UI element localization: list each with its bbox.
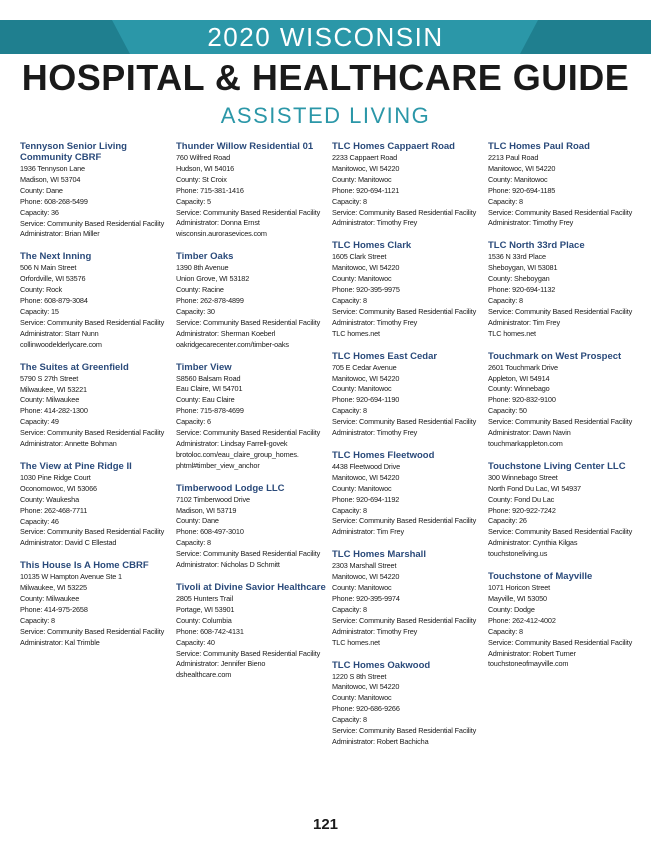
facility-detail-line: Phone: 920-694-1185	[488, 185, 556, 195]
facility-detail-line: Capacity: 46	[20, 516, 59, 526]
facility-detail-line: TLC homes.net	[488, 328, 536, 338]
facility-detail-line: Capacity: 8	[332, 295, 367, 305]
facility-detail-line: Administrator: Timothy Frey	[332, 626, 418, 636]
listing-entry	[176, 251, 328, 350]
facility-detail-line: Phone: 608-879-3084	[20, 296, 88, 306]
listing-entry	[332, 240, 484, 339]
facility-detail-line: Service: Community Based Residential Facility	[176, 207, 321, 217]
listing-entry	[488, 571, 640, 670]
facility-name: Touchstone Living Center LLC	[488, 460, 626, 472]
facility-detail-line: Administrator: Dawn Navin	[488, 428, 571, 438]
listing-entry	[488, 351, 640, 450]
facility-detail-line: 1536 N 33rd Place	[488, 252, 546, 262]
facility-detail-line: County: Manitowoc	[332, 483, 392, 493]
facility-detail-line: County: Dane	[176, 516, 219, 526]
facility-detail-line: Phone: 920-395-9975	[332, 285, 400, 295]
facility-detail-line: 2213 Paul Road	[488, 153, 539, 162]
facility-detail-line: County: Dodge	[488, 604, 535, 614]
facility-name: Timberwood Lodge LLC	[176, 482, 285, 494]
facility-detail-line: Manitowoc, WI 54220	[332, 163, 400, 173]
listing-entry	[488, 240, 640, 339]
facility-detail-line: Service: Community Based Residential Facility	[176, 428, 321, 438]
facility-detail-line: Capacity: 40	[176, 637, 215, 647]
facility-detail-line: Phone: 608-497-3010	[176, 527, 244, 537]
facility-detail-line: Union Grove, WI 53182	[176, 274, 250, 284]
facility-detail-line: Capacity: 8	[332, 604, 367, 614]
facility-detail-line: touchstoneliving.us	[488, 549, 548, 559]
facility-name: This House Is A Home CBRF	[20, 560, 149, 572]
listing-entry	[20, 560, 172, 648]
facility-detail-line: Capacity: 8	[176, 538, 211, 548]
facility-detail-line: Service: Community Based Residential Facility	[176, 648, 321, 658]
facility-detail-line: 1030 Pine Ridge Court	[20, 472, 91, 482]
facility-detail-line: Service: Community Based Residential Facility	[332, 306, 477, 316]
facility-detail-line: 705 E Cedar Avenue	[332, 362, 397, 372]
facility-detail-line: 1220 S 8th Street	[332, 671, 387, 681]
facility-detail-line: County: St Croix	[176, 174, 227, 184]
facility-detail-line: Capacity: 36	[20, 207, 59, 217]
facility-detail-line: Administrator: Kal Trimble	[20, 637, 100, 647]
facility-detail-line: collinwoodelderlycare.com	[20, 339, 102, 349]
facility-detail-line: Eau Claire, WI 54701	[176, 384, 243, 394]
facility-detail-line: dshealthcare.com	[176, 670, 232, 680]
facility-detail-line: Phone: 608-268-5499	[20, 196, 88, 206]
facility-detail-line: 1936 Tennyson Lane	[20, 164, 85, 173]
facility-detail-line: Phone: 715-381-1416	[176, 185, 244, 195]
facility-name: TLC Homes East Cedar	[332, 350, 438, 362]
facility-detail-line: phtml#timber_view_anchor	[176, 460, 260, 470]
facility-detail-line: Phone: 920-694-1132	[488, 285, 556, 295]
facility-detail-line: Phone: 262-412-4002	[488, 615, 556, 625]
facility-detail-line: Service: Community Based Residential Facility	[332, 207, 477, 217]
facility-detail-line: touchstoneofmayville.com	[488, 659, 569, 669]
facility-detail-line: Capacity: 6	[176, 417, 211, 427]
facility-detail-line: County: Dane	[20, 185, 63, 195]
facility-detail-line: oakridgecarecenter.com/timber-oaks	[176, 339, 289, 349]
facility-detail-line: Administrator: David C Ellestad	[20, 538, 117, 548]
facility-detail-line: Administrator: Brian Miller	[20, 229, 100, 239]
column-4	[488, 141, 640, 681]
facility-detail-line: 4438 Fleetwood Drive	[332, 461, 400, 471]
facility-detail-line: Administrator: Timothy Frey	[488, 218, 574, 228]
facility-detail-line: Administrator: Annette Bohman	[20, 439, 117, 449]
facility-detail-line: S8560 Balsam Road	[176, 373, 241, 383]
facility-detail-line: brotoloc.com/eau_claire_group_homes.	[176, 449, 299, 459]
facility-detail-line: Phone: 920-395-9974	[332, 594, 400, 603]
facility-detail-line: Capacity: 8	[488, 295, 523, 305]
facility-detail-line: 506 N Main Street	[20, 263, 77, 273]
facility-name: Timber Oaks	[176, 251, 234, 263]
facility-detail-line: Service: Community Based Residential Facility	[488, 207, 633, 217]
facility-name: TLC North 33rd Place	[488, 240, 585, 252]
facility-detail-line: County: Eau Claire	[176, 395, 235, 405]
listing-entry	[20, 461, 172, 549]
facility-name: TLC Homes Cappaert Road	[332, 141, 455, 152]
facility-detail-line: Administrator: Timothy Frey	[332, 428, 418, 438]
facility-detail-line: Capacity: 8	[488, 196, 523, 206]
facility-detail-line: Service: Community Based Residential Facility	[20, 527, 165, 537]
facility-name: Thunder Willow Residential 01	[176, 141, 314, 152]
facility-detail-line: Capacity: 50	[488, 406, 527, 416]
facility-detail-line: 2601 Touchmark Drive	[488, 362, 558, 372]
facility-detail-line: 2233 Cappaert Road	[332, 153, 398, 162]
facility-detail-line: County: Rock	[20, 285, 62, 295]
page-title: HOSPITAL & HEALTHCARE GUIDE	[21, 57, 630, 98]
facility-detail-line: Capacity: 8	[332, 196, 367, 206]
facility-name: Tivoli at Divine Savior Healthcare	[176, 582, 326, 593]
facility-name: The Next Inning	[20, 251, 92, 263]
facility-detail-line: TLC homes.net	[332, 637, 380, 647]
facility-detail-line: County: Winnebago	[488, 384, 550, 394]
facility-detail-line: County: Sheboygan	[488, 274, 550, 284]
facility-detail-line: 1605 Clark Street	[332, 252, 387, 262]
facility-detail-line: Hudson, WI 54016	[176, 163, 235, 173]
facility-detail-line: touchmarkappleton.com	[488, 438, 563, 448]
facility-detail-line: Administrator: Robert Bachicha	[332, 736, 429, 746]
facility-detail-line: Phone: 608-742-4131	[176, 626, 244, 636]
facility-detail-line: Manitowoc, WI 54220	[332, 373, 400, 383]
facility-detail-line: Orfordville, WI 53576	[20, 274, 86, 284]
listing-entry	[332, 549, 484, 648]
facility-detail-line: Phone: 262-878-4899	[176, 295, 244, 305]
facility-detail-line: Service: Community Based Residential Facility	[332, 726, 477, 736]
facility-detail-line: County: Manitowoc	[332, 174, 392, 184]
facility-name: TLC Homes Clark	[332, 240, 412, 252]
facility-detail-line: 2303 Marshall Street	[332, 561, 397, 571]
banner-title: 2020 WISCONSIN	[207, 22, 444, 52]
listing-entry	[176, 582, 328, 681]
facility-detail-line: Madison, WI 53719	[176, 505, 237, 515]
facility-detail-line: County: Milwaukee	[20, 395, 80, 405]
listing-entry	[332, 351, 484, 439]
facility-detail-line: Capacity: 26	[488, 516, 527, 526]
facility-detail-line: Phone: 920-832-9100	[488, 395, 556, 405]
facility-detail-line: 2805 Hunters Trail	[176, 594, 233, 603]
facility-detail-line: Administrator: Starr Nunn	[20, 328, 99, 338]
facility-detail-line: Portage, WI 53901	[176, 604, 235, 614]
facility-name: The Suites at Greenfield	[20, 361, 129, 373]
facility-detail-line: 7102 Timberwood Drive	[176, 494, 250, 504]
facility-name: Timber View	[176, 361, 232, 373]
facility-name: TLC Homes Marshall	[332, 549, 426, 561]
listing-entry	[332, 450, 484, 538]
facility-detail-line: County: Manitowoc	[332, 384, 392, 394]
facility-detail-line: Madison, WI 53704	[20, 174, 81, 184]
facility-detail-line: 300 Winnebago Street	[488, 472, 558, 482]
facility-detail-line: 760 Wilfred Road	[176, 153, 230, 162]
facility-detail-line: Capacity: 8	[332, 715, 367, 725]
facility-detail-line: Service: Community Based Residential Facility	[176, 549, 321, 559]
facility-detail-line: Oconomowoc, WI 53066	[20, 483, 97, 493]
facility-name: Touchstone of Mayville	[488, 571, 593, 583]
facility-detail-line: Service: Community Based Residential Facility	[488, 417, 633, 427]
listing-entry	[176, 141, 328, 240]
facility-detail-line: County: Waukesha	[20, 494, 79, 504]
facility-detail-line: Phone: 262-468-7711	[20, 505, 88, 515]
facility-detail-line: wisconsin.aurorasevices.com	[176, 229, 267, 239]
page-number: 121	[312, 816, 339, 833]
facility-name: The View at Pine Ridge II	[20, 460, 132, 472]
facility-detail-line: Phone: 715-878-4699	[176, 406, 244, 416]
facility-detail-line: Manitowoc, WI 54220	[332, 263, 400, 273]
facility-detail-line: Service: Community Based Residential Facility	[488, 637, 633, 647]
listing-entry	[488, 141, 640, 229]
facility-detail-line: County: Columbia	[176, 615, 232, 625]
facility-detail-line: 5790 S 27th Street	[20, 373, 79, 383]
facility-detail-line: County: Milwaukee	[20, 594, 80, 604]
facility-detail-line: Milwaukee, WI 53225	[20, 583, 87, 593]
facility-name: TLC Homes Fleetwood	[332, 449, 435, 461]
section-title: ASSISTED LIVING	[220, 103, 431, 128]
facility-detail-line: County: Manitowoc	[332, 583, 392, 593]
facility-detail-line: Manitowoc, WI 54220	[332, 572, 400, 582]
facility-detail-line: Manitowoc, WI 54220	[488, 163, 556, 173]
facility-detail-line: County: Manitowoc	[332, 693, 392, 703]
facility-detail-line: North Fond Du Lac, WI 54937	[488, 483, 581, 493]
facility-name: TLC Homes Paul Road	[488, 141, 590, 152]
facility-detail-line: Capacity: 8	[488, 626, 523, 636]
column-3	[332, 141, 484, 759]
facility-detail-line: Capacity: 8	[332, 505, 367, 515]
facility-detail-line: Capacity: 15	[20, 306, 59, 316]
facility-detail-line: Service: Community Based Residential Facility	[332, 417, 477, 427]
column-2	[176, 141, 328, 692]
facility-name: Touchmark on West Prospect	[488, 350, 622, 362]
facility-detail-line: Phone: 414-282-1300	[20, 406, 88, 416]
facility-detail-line: Administrator: Timothy Frey	[332, 218, 418, 228]
facility-detail-line: Manitowoc, WI 54220	[332, 682, 400, 692]
facility-name: Tennyson Senior Living Community CBRF	[20, 141, 127, 163]
facility-detail-line: 10135 W Hampton Avenue Ste 1	[20, 572, 122, 582]
facility-detail-line: Administrator: Sherman Koeberl	[176, 328, 276, 338]
facility-detail-line: Administrator: Tim Frey	[332, 527, 404, 537]
facility-detail-line: Capacity: 49	[20, 417, 59, 427]
facility-detail-line: Appleton, WI 54914	[488, 373, 550, 383]
facility-detail-line: Phone: 920-686-9266	[332, 704, 400, 714]
column-1	[20, 141, 172, 660]
facility-detail-line: County: Fond Du Lac	[488, 494, 555, 504]
facility-detail-line: County: Racine	[176, 285, 224, 295]
listing-entry	[20, 141, 172, 240]
facility-detail-line: Capacity: 30	[176, 306, 215, 316]
facility-detail-line: Capacity: 8	[20, 615, 55, 625]
listing-entry	[20, 362, 172, 450]
facility-detail-line: 1071 Horicon Street	[488, 583, 551, 593]
facility-detail-line: Service: Community Based Residential Facility	[332, 615, 477, 625]
facility-detail-line: County: Manitowoc	[488, 174, 548, 184]
facility-detail-line: Service: Community Based Residential Facility	[488, 306, 633, 316]
facility-detail-line: County: Manitowoc	[332, 274, 392, 284]
facility-detail-line: Service: Community Based Residential Facility	[332, 516, 477, 526]
facility-detail-line: Capacity: 8	[332, 406, 367, 416]
facility-detail-line: Phone: 920-694-1192	[332, 494, 400, 504]
facility-detail-line: Sheboygan, WI 53081	[488, 263, 558, 273]
header-banner	[0, 20, 651, 54]
listing-entry	[488, 461, 640, 560]
facility-detail-line: Manitowoc, WI 54220	[332, 472, 400, 482]
facility-detail-line: Administrator: Timothy Frey	[332, 317, 418, 327]
listing-entry	[176, 483, 328, 571]
facility-detail-line: Service: Community Based Residential Facility	[20, 626, 165, 636]
facility-detail-line: 1390 8th Avenue	[176, 263, 229, 273]
facility-detail-line: Service: Community Based Residential Facility	[176, 317, 321, 327]
listing-entry	[20, 251, 172, 350]
facility-detail-line: Phone: 414-975-2658	[20, 605, 88, 614]
listing-entry	[332, 660, 484, 748]
facility-detail-line: Administrator: Cynthia Kilgas	[488, 538, 578, 548]
facility-detail-line: Administrator: Jennifer Bieno	[176, 659, 266, 669]
facility-detail-line: Administrator: Tim Frey	[488, 317, 560, 327]
facility-detail-line: Service: Community Based Residential Facility	[488, 527, 633, 537]
listing-entry	[176, 362, 328, 472]
facility-detail-line: Service: Community Based Residential Facility	[20, 317, 165, 327]
facility-detail-line: Administrator: Nicholas D Schmitt	[176, 560, 280, 570]
facility-detail-line: Phone: 920-694-1121	[332, 185, 400, 195]
facility-detail-line: Service: Community Based Residential Facility	[20, 428, 165, 438]
facility-detail-line: Milwaukee, WI 53221	[20, 384, 87, 394]
facility-detail-line: Service: Community Based Residential Facility	[20, 218, 165, 228]
facility-detail-line: TLC homes.net	[332, 328, 380, 338]
facility-detail-line: Mayville, WI 53050	[488, 594, 547, 603]
facility-detail-line: Phone: 920-694-1190	[332, 395, 400, 405]
listing-entry	[332, 141, 484, 229]
facility-detail-line: Administrator: Donna Ernst	[176, 218, 260, 228]
facility-detail-line: Capacity: 5	[176, 196, 211, 206]
facility-detail-line: Phone: 920-922-7242	[488, 505, 556, 515]
facility-detail-line: Administrator: Robert Turner	[488, 648, 576, 658]
facility-detail-line: Administrator: Lindsay Farrell-govek	[176, 438, 288, 448]
facility-name: TLC Homes Oakwood	[332, 659, 431, 671]
